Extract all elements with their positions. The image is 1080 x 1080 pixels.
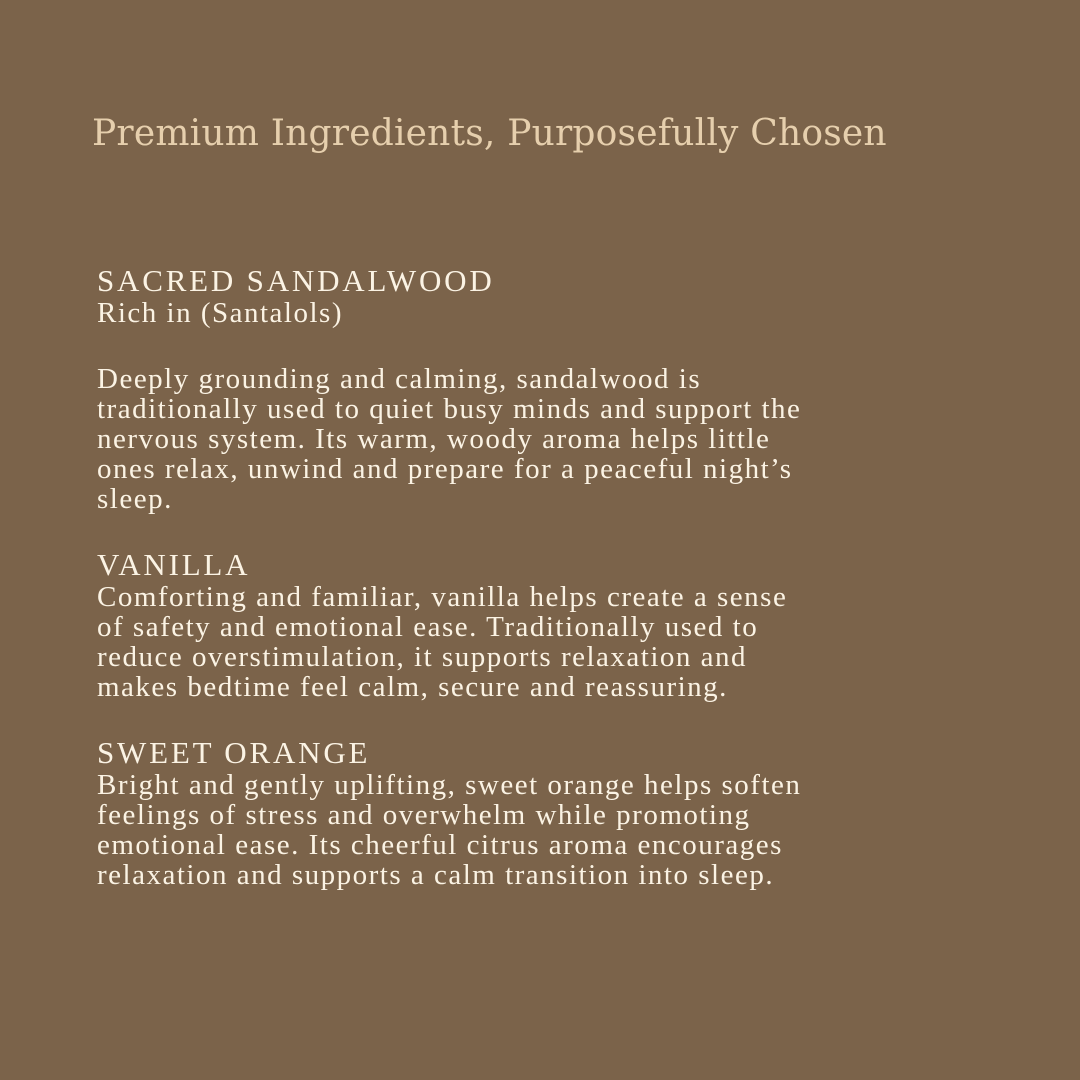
ingredient-heading: SACRED SANDALWOOD	[97, 263, 495, 298]
description-line: nervous system. Its warm, woody aroma helps little	[97, 423, 771, 455]
description-line: emotional ease. Its cheerful citrus aroma encourages	[97, 829, 783, 861]
description-line: of safety and emotional ease. Traditionally used to	[97, 611, 759, 643]
description-line: reduce overstimulation, it supports relaxation and	[97, 641, 748, 673]
page-title: Premium Ingredients, Purposefully Chosen	[92, 113, 887, 154]
section-spacer	[97, 328, 997, 364]
description-line: ones relax, unwind and prepare for a peaceful night’s	[97, 453, 793, 485]
description-line: sleep.	[97, 483, 173, 515]
description-line: makes bedtime feel calm, secure and reassuring.	[97, 671, 728, 703]
ingredient-heading: VANILLA	[97, 547, 251, 582]
ingredient-sandalwood	[97, 264, 997, 514]
description-line: feelings of stress and overwhelm while promoting	[97, 799, 751, 831]
ingredient-heading: SWEET ORANGE	[97, 735, 371, 770]
description-line: traditionally used to quiet busy minds and support the	[97, 393, 802, 425]
description-line: Deeply grounding and calming, sandalwood is	[97, 363, 702, 395]
ingredient-vanilla	[97, 548, 997, 702]
ingredients-content	[97, 264, 997, 924]
ingredient-subheading: Rich in (Santalols)	[97, 297, 343, 329]
description-line: Comforting and familiar, vanilla helps create a sense	[97, 581, 788, 613]
description-line: relaxation and supports a calm transition into sleep.	[97, 859, 775, 891]
description-line: Bright and gently uplifting, sweet orange helps soften	[97, 769, 802, 801]
ingredient-sweet-orange	[97, 736, 997, 890]
